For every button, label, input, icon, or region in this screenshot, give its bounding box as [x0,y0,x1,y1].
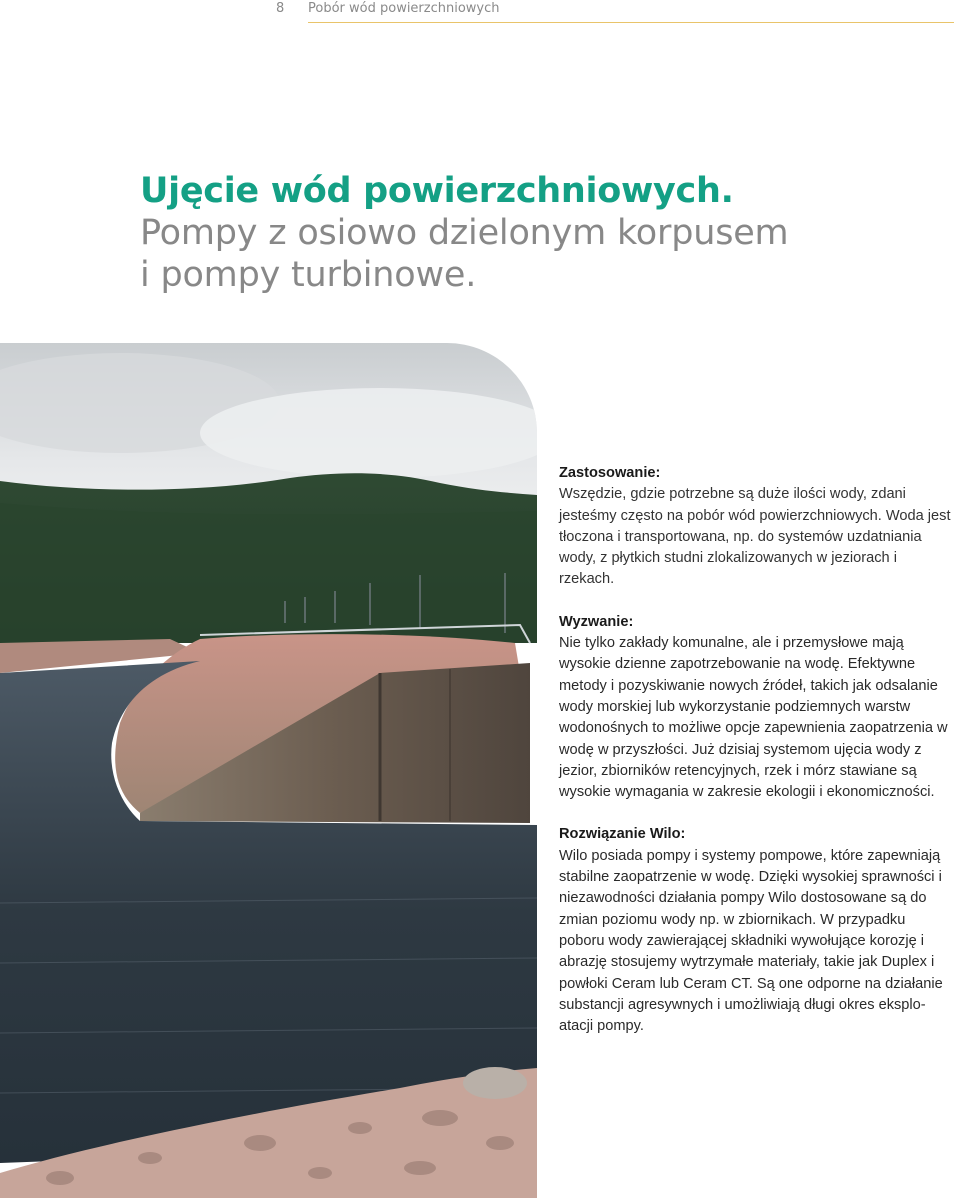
section-heading-application: Zastosowanie: [559,465,661,481]
page-title [140,170,920,296]
section-heading-solution: Rozwiązanie Wilo: [559,826,686,843]
section-solution [559,824,954,1037]
page-header [0,0,960,30]
running-header-title: Pobór wód powierzchniowych [308,1,500,16]
header-divider [308,22,954,23]
section-body-solution: Wilo posiada pompy i systemy pompowe, które zapewniają stabilne zaopatrzenie w wodę. Dzięki wysokiej sprawności i niezawodności działania pompy Wilo dostosowane są do zmian poziomu wody np. w zbiornikach. W przypadku poboru wody zawierającej składniki wywołujące korozję i abrazję stosujemy wytrzymałe materiały, takie jak Duplex i powłoki Ceram lub Ceram CT. Są one odporne na działanie substancji agresywnych i umożliwiają długi okres eksploatacji pompy. [559,847,943,1035]
section-challenge [559,612,954,804]
section-body-application: Wszędzie, gdzie potrzebne są duże ilości wody, zdani jesteśmy często na pobór wód powierzchniowych. Woda jest tłoczona i transportowana, np. do systemów uzdatniania wody, z płytkich studni zlokalizowanych w jeziorach i rzekach. [559,486,951,588]
body-text-column [559,463,954,1058]
section-heading-challenge: Wyzwanie: [559,613,634,630]
page-number: 8 [276,1,285,16]
section-application [559,463,954,591]
title-line-1: Ujęcie wód powierzchniowych. [140,171,734,211]
title-line-3: i pompy turbinowe. [140,255,477,295]
title-line-2: Pompy z osiowo dzielonym korpusem [140,213,789,253]
dam-reservoir-photo [0,343,537,1198]
photo-illustration [0,343,537,1198]
section-body-challenge: Nie tylko zakłady komunalne, ale i przemysłowe mają wysokie dzienne zapotrzebowanie na wodę. Efektywne metody i pozyskiwanie nowych źródeł, takich jak odsalanie wody morskiej lub wykorzystanie podziemnych warstw wodonośnych to możliwe opcje zapewnienia zaopatrzenia w wodę w przyszłości. Już dzisiaj systemom ujęcia wody z jezior, zbiorników retencyjnych, rzek i mórz stawiane są wysokie wymagania w zakresie ekologii i ekonomiczności. [559,635,948,801]
